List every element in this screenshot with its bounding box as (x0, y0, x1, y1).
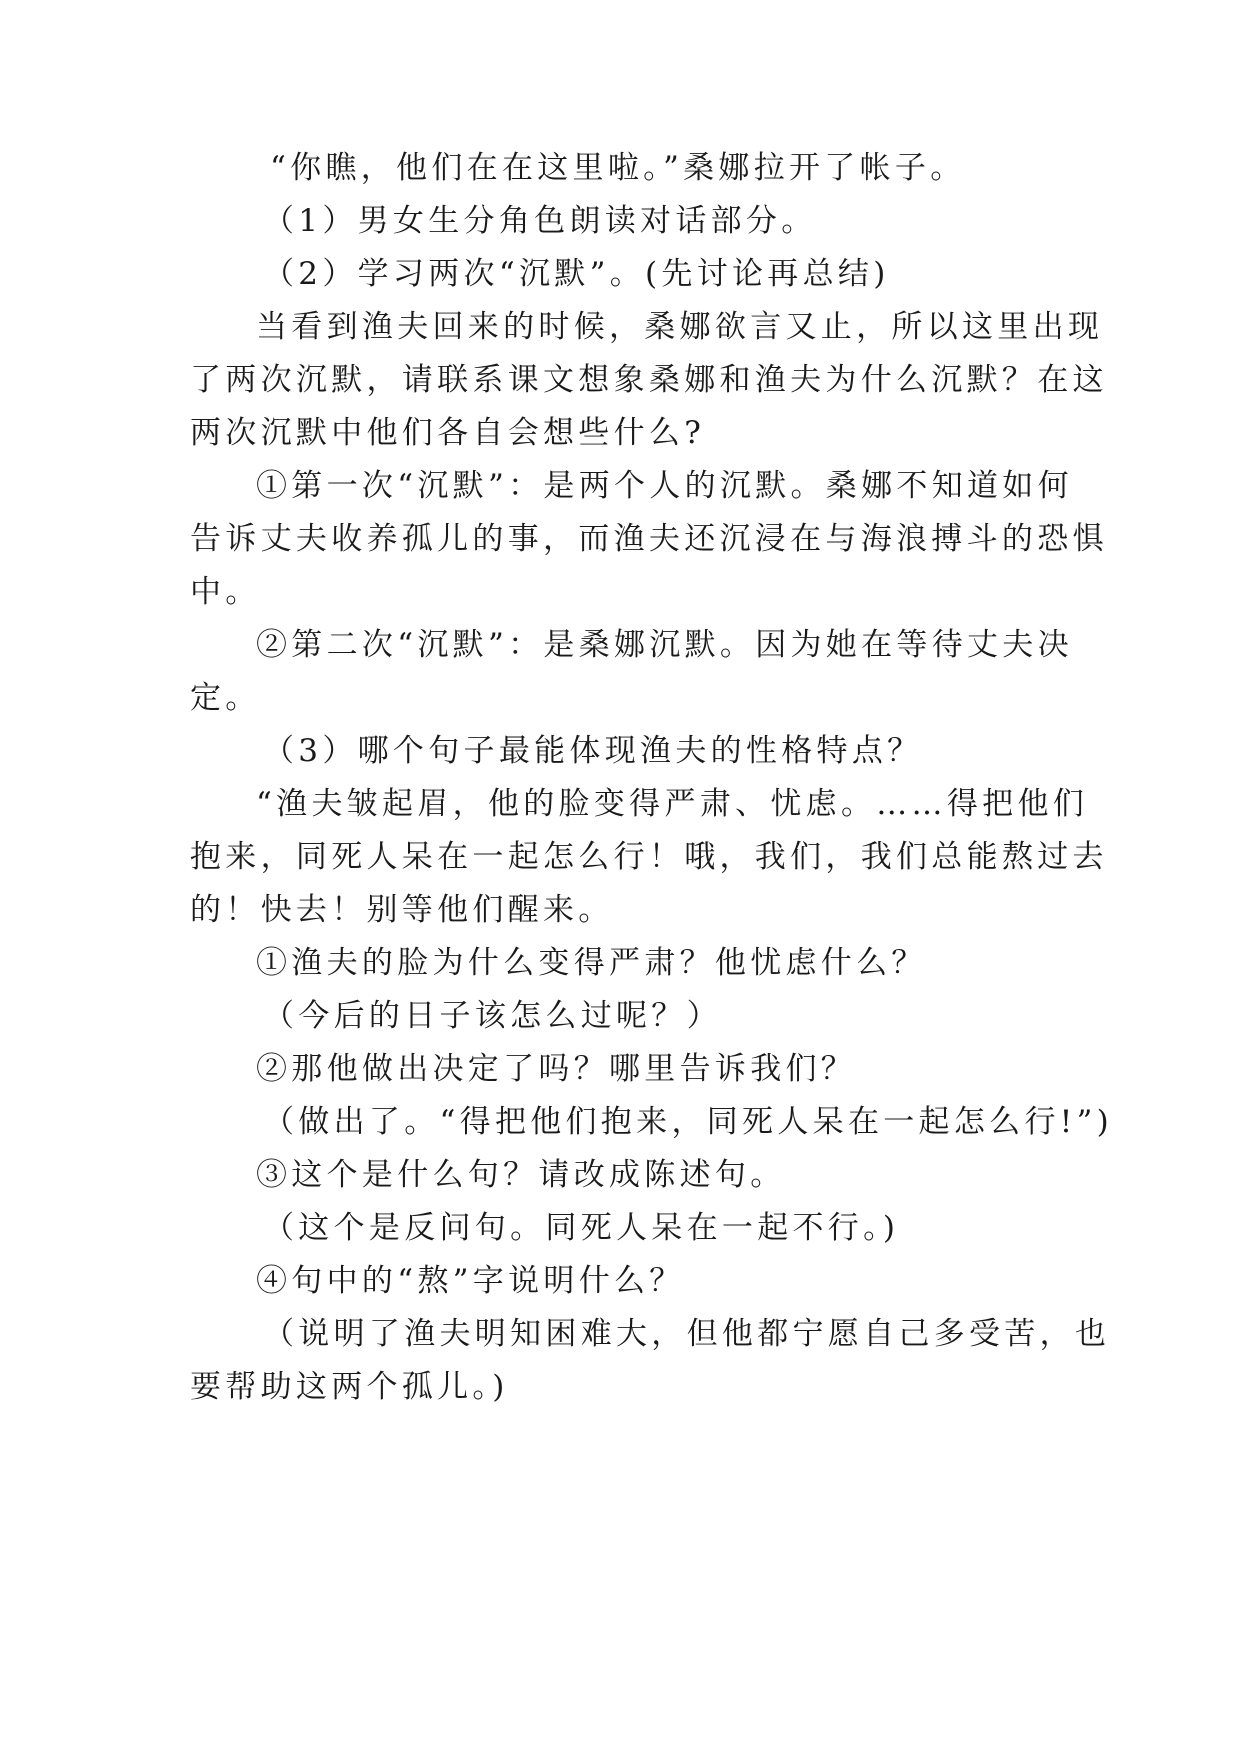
paragraph-line: （3）哪个句子最能体现渔夫的性格特点？ (263, 733, 923, 769)
paragraph-line: （说明了渔夫明知困难大，但他都宁愿自己多受苦，也 (263, 1316, 1111, 1352)
paragraph-line: （这个是反问句。同死人呆在一起不行。) (263, 1210, 900, 1246)
paragraph-line: 定。 (190, 680, 261, 716)
paragraph-line: 的！快去！别等他们醒来。 (190, 892, 614, 928)
paragraph-line: 要帮助这两个孤儿。) (190, 1369, 509, 1405)
paragraph-line: ①渔夫的脸为什么变得严肃？他忧虑什么？ (256, 945, 927, 981)
paragraph-line: 中。 (190, 574, 261, 610)
paragraph-line: ②第二次“沉默”：是桑娜沉默。因为她在等待丈夫决 (256, 627, 1073, 663)
paragraph-line: （1）男女生分角色朗读对话部分。 (263, 203, 817, 239)
paragraph-line: （2）学习两次“沉默”。(先讨论再总结) (263, 256, 890, 292)
paragraph-line: ②那他做出决定了吗？哪里告诉我们？ (256, 1051, 857, 1087)
paragraph-line: ③这个是什么句？请改成陈述句。 (256, 1157, 786, 1193)
paragraph-line: 抱来，同死人呆在一起怎么行！哦，我们，我们总能熬过去 (190, 839, 1108, 875)
paragraph-line: 两次沉默中他们各自会想些什么? (190, 415, 706, 451)
paragraph-line: ①第一次“沉默”：是两个人的沉默。桑娜不知道如何 (256, 468, 1073, 504)
paragraph-line: “你瞧，他们在在这里啦。”桑娜拉开了帐子。 (270, 150, 966, 186)
paragraph-line: （做出了。“得把他们抱来，同死人呆在一起怎么行!”) (263, 1104, 1114, 1140)
paragraph-line: 当看到渔夫回来的时候，桑娜欲言又止，所以这里出现 (256, 309, 1104, 345)
paragraph-line: （今后的日子该怎么过呢？） (263, 998, 722, 1034)
paragraph-line: ④句中的“熬”字说明什么？ (256, 1263, 685, 1299)
paragraph-line: “渔夫皱起眉，他的脸变得严肃、忧虑。……得把他们 (256, 786, 1089, 822)
paragraph-line: 告诉丈夫收养孤儿的事，而渔夫还沉浸在与海浪搏斗的恐惧 (190, 521, 1108, 557)
paragraph-line: 了两次沉默，请联系课文想象桑娜和渔夫为什么沉默？在这 (190, 362, 1108, 398)
